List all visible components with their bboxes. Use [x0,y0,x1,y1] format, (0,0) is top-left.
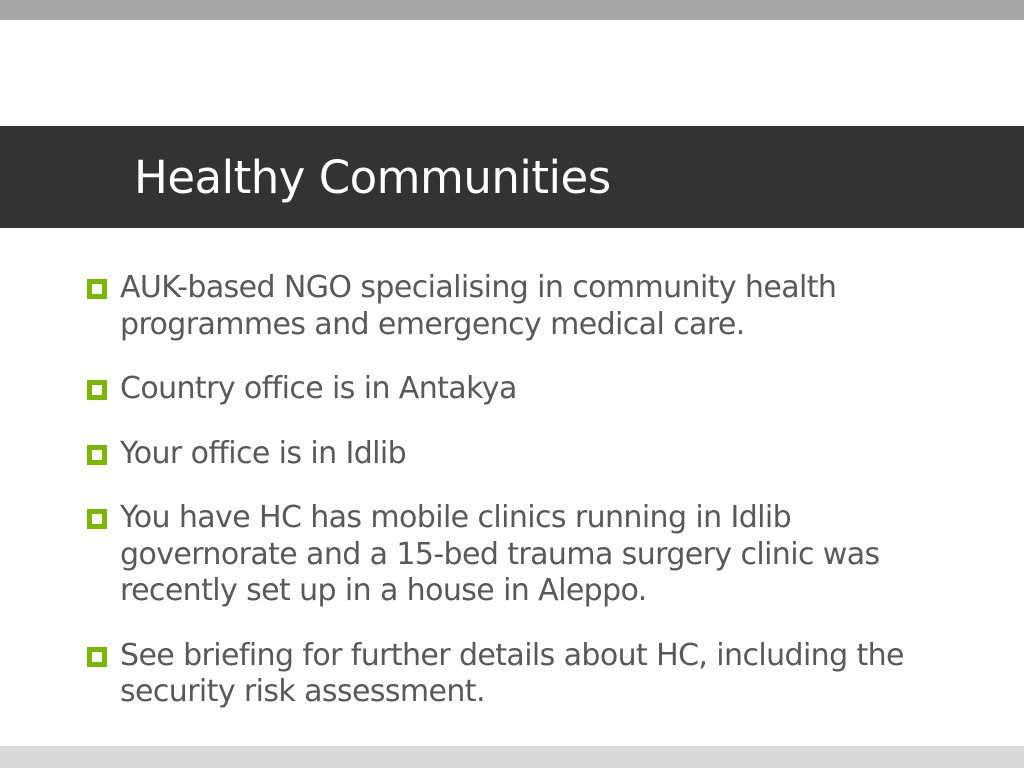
bullet-text: See briefing for further details about HC, including the security risk assessment. [120,637,904,709]
bullet-list [86,270,966,711]
bullet-item [86,371,966,408]
hollow-square-bullet-icon [87,445,107,465]
bullet-item [86,500,966,610]
bullet-item [86,436,966,473]
slide-title: Healthy Communities [134,151,611,204]
hollow-square-bullet-icon [87,380,107,400]
bullet-text: Your office is in Idlib [120,435,407,471]
bullet-item [86,638,966,711]
bottom-decorative-band [0,746,1024,768]
bullet-text: AUK-based NGO specialising in community health programmes and emergency medical care. [120,270,837,342]
top-decorative-band [0,0,1024,20]
bullet-item [86,270,966,343]
bullet-text: You have HC has mobile clinics running in Idlib governorate and a 15-bed trauma surgery clinic was recently set up in a house in Aleppo. [120,500,880,608]
hollow-square-bullet-icon [87,279,107,299]
hollow-square-bullet-icon [87,509,107,529]
hollow-square-bullet-icon [87,647,107,667]
bullet-text: Country office is in Antakya [120,371,517,406]
